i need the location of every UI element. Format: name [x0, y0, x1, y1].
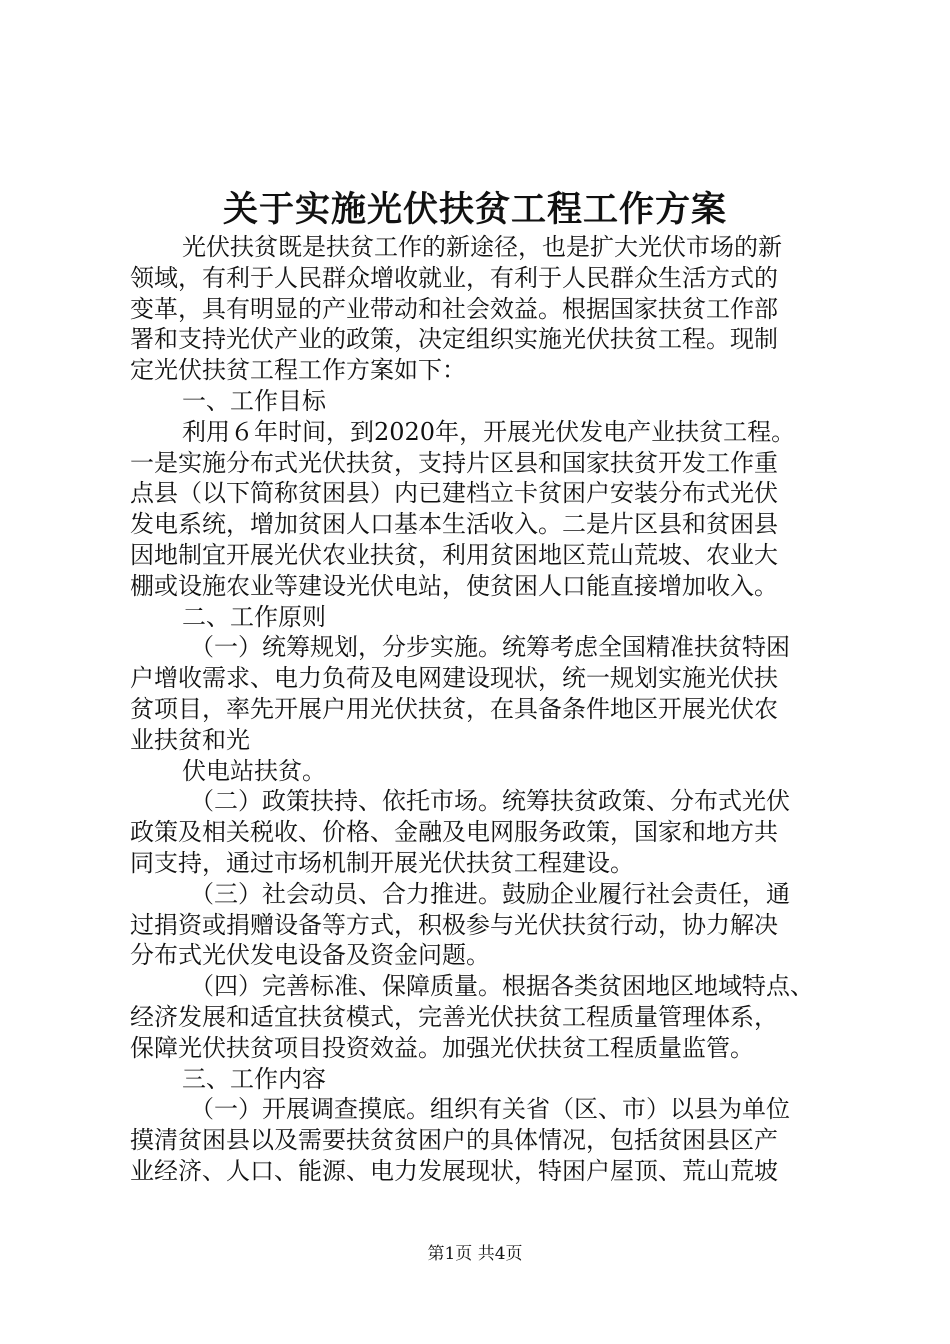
paragraph-line: 变革，具有明显的产业带动和社会效益。根据国家扶贫工作部: [130, 294, 778, 323]
paragraph-line: （三）社会动员、合力推进。鼓励企业履行社会责任，通: [190, 879, 790, 908]
paragraph-line: （四）完善标准、保障质量。根据各类贫困地区地域特点、: [190, 972, 814, 1001]
paragraph-line: 一是实施分布式光伏扶贫，支持片区县和国家扶贫开发工作重: [130, 448, 778, 477]
paragraph-line: 利用６年时间，到2020年，开展光伏发电产业扶贫工程。: [182, 417, 796, 446]
paragraph-line: 保障光伏扶贫项目投资效益。加强光伏扶贫工程质量监管。: [130, 1033, 754, 1062]
paragraph-line: 棚或设施农业等建设光伏电站，使贫困人口能直接增加收入。: [130, 571, 778, 600]
paragraph-line: 定光伏扶贫工程工作方案如下：: [130, 356, 466, 385]
paragraph-line: 贫项目，率先开展户用光伏扶贫，在具备条件地区开展光伏农: [130, 694, 778, 723]
section-heading: 三、工作内容: [182, 1064, 326, 1093]
section-heading: 二、工作原则: [182, 602, 326, 631]
paragraph-line: 摸清贫困县以及需要扶贫贫困户的具体情况，包括贫困县区产: [130, 1126, 778, 1155]
paragraph-line: 户增收需求、电力负荷及电网建设现状，统一规划实施光伏扶: [130, 664, 778, 693]
paragraph-line: 业经济、人口、能源、电力发展现状，特困户屋顶、荒山荒坡: [130, 1156, 778, 1185]
section-heading: 一、工作目标: [182, 386, 326, 415]
paragraph-line: 业扶贫和光: [130, 725, 250, 754]
paragraph-line: 署和支持光伏产业的政策，决定组织实施光伏扶贫工程。现制: [130, 325, 778, 354]
paragraph-line: 发电系统，增加贫困人口基本生活收入。二是片区县和贫困县: [130, 510, 778, 539]
paragraph-line: （二）政策扶持、依托市场。统筹扶贫政策、分布式光伏: [190, 787, 790, 816]
document-title: 关于实施光伏扶贫工程工作方案: [222, 189, 727, 230]
document-body: [130, 232, 832, 1187]
paragraph-line: 领域，有利于人民群众增收就业，有利于人民群众生活方式的: [130, 263, 778, 292]
paragraph-line: 点县（以下简称贫困县）内已建档立卡贫困户安装分布式光伏: [130, 479, 778, 508]
paragraph-line: 过捐资或捐赠设备等方式，积极参与光伏扶贫行动，协力解决: [130, 910, 778, 939]
page-footer: 第1页 共4页: [427, 1244, 523, 1264]
paragraph-line: 分布式光伏发电设备及资金问题。: [130, 941, 490, 970]
paragraph-line: 光伏扶贫既是扶贫工作的新途径，也是扩大光伏市场的新: [182, 233, 782, 261]
paragraph-line: （一）开展调查摸底。组织有关省（区、市）以县为单位: [190, 1095, 790, 1124]
paragraph-line: （一）统筹规划，分步实施。统筹考虑全国精准扶贫特困: [190, 633, 790, 662]
paragraph-line: 同支持，通过市场机制开展光伏扶贫工程建设。: [130, 848, 634, 877]
paragraph-line: 政策及相关税收、价格、金融及电网服务政策，国家和地方共: [130, 818, 778, 847]
paragraph-line: 伏电站扶贫。: [182, 756, 326, 785]
paragraph-line: 因地制宜开展光伏农业扶贫，利用贫困地区荒山荒坡、农业大: [130, 540, 778, 569]
paragraph-line: 经济发展和适宜扶贫模式，完善光伏扶贫工程质量管理体系，: [130, 1002, 778, 1031]
